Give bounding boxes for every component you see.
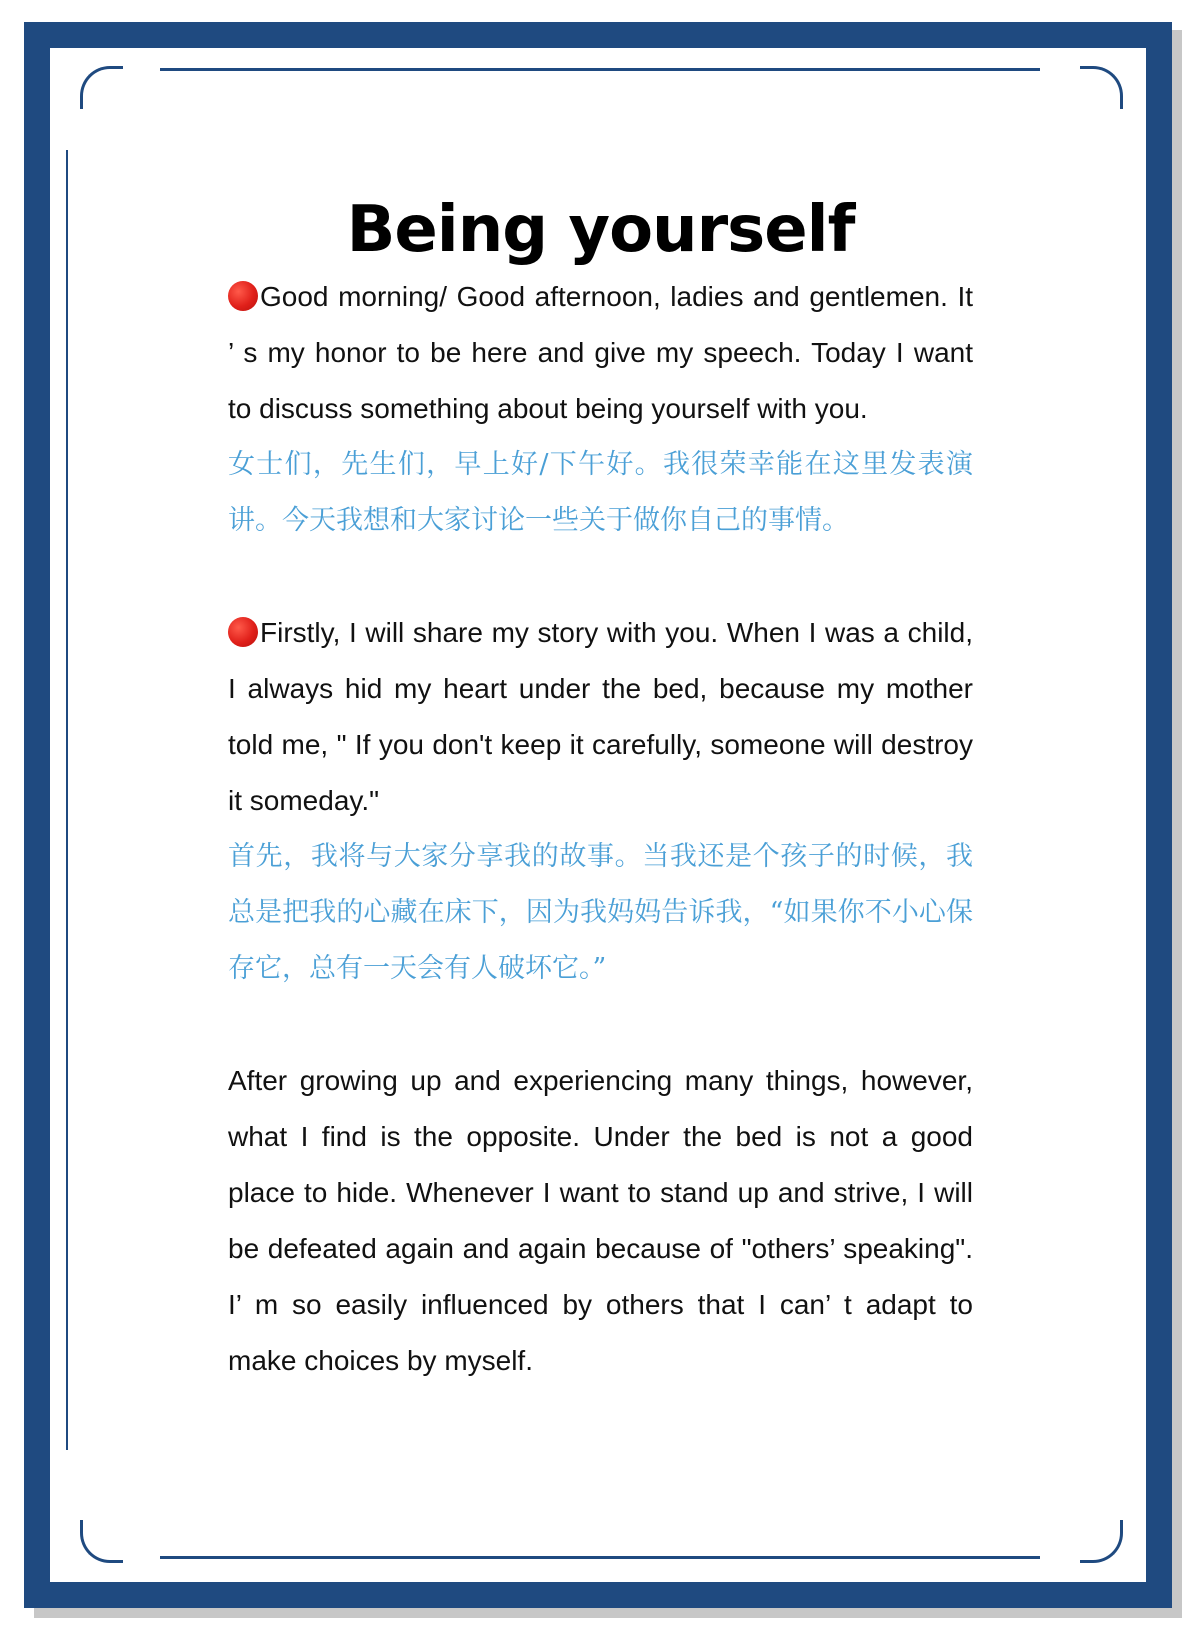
decorative-line-left	[66, 150, 68, 1450]
decorative-line-bottom	[160, 1556, 1040, 1559]
document-content	[228, 195, 973, 1389]
paragraph-gap	[228, 549, 973, 605]
paragraph-english-3: After growing up and experiencing many things, however, what I find is the opposite. Under the bed is not a good place to hide. Whenever I want to stand up and strive, I will be defeated again and again because of "others’ speaking". I’ m so easily influenced by others that I can’ t adapt to make choices by myself.	[228, 1065, 973, 1377]
paragraph-chinese-1: 女士们，先生们，早上好/下午好。我很荣幸能在这里发表演讲。今天我想和大家讨论一些关于做你自己的事情。	[228, 449, 973, 537]
paragraph-gap	[228, 997, 973, 1053]
red-circle-bullet-icon	[228, 281, 258, 311]
paragraph-text: Firstly, I will share my story with you. When I was a child, I always hid my heart under the bed, because my mother told me, " If you don't keep it carefully, someone will destroy it someday."	[228, 617, 973, 817]
paragraph-english-2	[228, 605, 973, 829]
paragraph-english-1	[228, 269, 973, 437]
paragraph-chinese-2: 首先，我将与大家分享我的故事。当我还是个孩子的时候，我总是把我的心藏在床下，因为我妈妈告诉我，“如果你不小心保存它，总有一天会有人破坏它。”	[228, 841, 973, 985]
paragraph-text: Good morning/ Good afternoon, ladies and gentlemen. It ’ s my honor to be here and give my speech. Today I want to discuss something about being yourself with you.	[228, 281, 973, 425]
red-circle-bullet-icon	[228, 617, 258, 647]
document-title: Being yourself	[346, 193, 855, 267]
decorative-line-top	[160, 68, 1040, 71]
